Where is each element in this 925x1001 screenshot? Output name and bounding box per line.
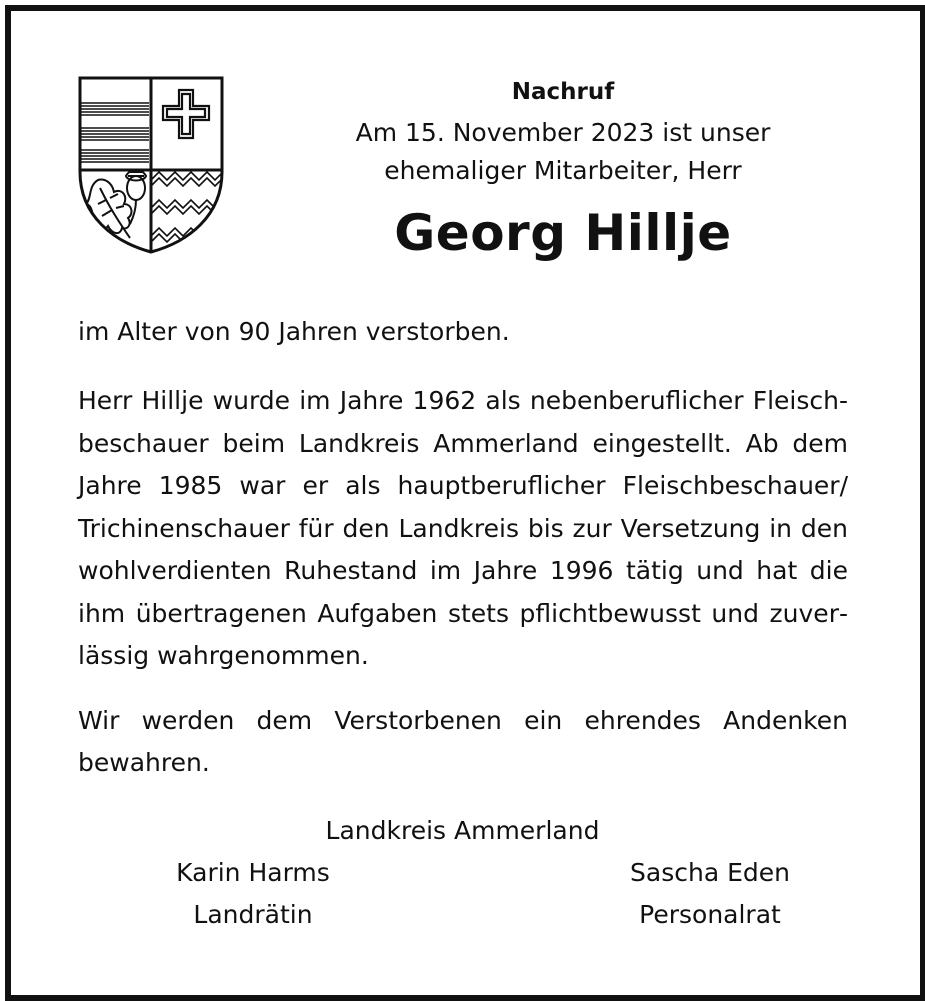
coat-of-arms-icon (78, 76, 224, 254)
signatory-name: Sascha Eden (630, 858, 790, 887)
intro-line: Am 15. November 2023 ist unser (355, 118, 771, 147)
signature-left (143, 852, 363, 936)
signatory-role: Landrätin (193, 900, 313, 929)
body-paragraph: Herr Hillje wurde im Jahre 1962 als nebenberuflicher Fleischbeschauer beim Landkreis Ammerland eingestellt. Ab dem Jahre 1985 war er als hauptberuflicher Fleischbeschauer/​Trichinenschauer für den Landkreis bis zur Versetzung in den wohlverdienten Ruhestand im Jahre 1996 tätig und hat die ihm übertragenen Aufgaben stets pflichtbewusst und zuverlässig wahrgenommen. (78, 386, 848, 670)
organization-name: Landkreis Ammerland (325, 816, 600, 845)
closing-paragraph: Wir werden dem Verstorbenen ein ehrendes Andenken bewahren. (78, 706, 848, 777)
notice-title: Nachruf (511, 79, 615, 105)
signature-right (600, 852, 820, 936)
signatory-role: Personalrat (639, 900, 781, 929)
deceased-name: Georg Hillje (394, 204, 732, 262)
notice-header (330, 74, 796, 266)
signatory-name: Karin Harms (176, 858, 330, 887)
intro-line: ehemaliger Mitarbeiter, Herr (384, 156, 742, 185)
intro-text (330, 114, 796, 190)
age-line: im Alter von 90 Jahren verstorben. (78, 317, 510, 346)
